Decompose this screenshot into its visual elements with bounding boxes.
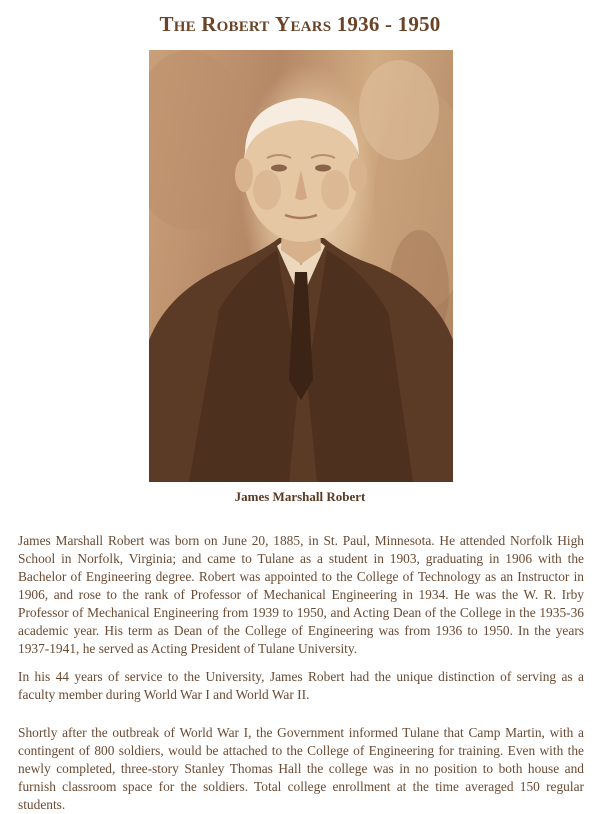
paragraph-biography: James Marshall Robert was born on June 20, 1885, in St. Paul, Minnesota. He attended Norfolk High School in Norfolk, Virginia; and came to Tulane as a student in 1903, graduating in 1906 with the Bachelor of Engineering degree. Robert was appointed to the College of Technology as an Instructor in 1906, and rose to the rank of Professor of Mechanical Engineering in 1934. He was the W. R. Irby Professor of Mechanical Engineering from 1939 to 1950, and Acting Dean of the College in the 1935-36 academic year. His term as Dean of the College of Engineering was from 1936 to 1950. In the years 1937-1941, he served as Acting President of Tulane University. [18,533,584,656]
page-title [0,12,600,37]
portrait-painting [149,50,453,482]
title-word-robert: Robert [201,12,270,36]
paragraph-world-war-one: Shortly after the outbreak of World War I, the Government informed Tulane that Camp Martin, with a contingent of 800 soldiers, would be attached to the College of Engineering for training. Even with the newly completed, three-story Stanley Thomas Hall the college was in no position to both house and furnish classroom space for the soldiers. Total college enrollment at the time averaged 150 regular students. [18,725,584,812]
paragraph-service: In his 44 years of service to the University, James Robert had the unique distinction of serving as a faculty member during World War I and World War II. [18,669,584,702]
title-word-the: The [159,12,196,36]
portrait-caption: James Marshall Robert [234,489,366,504]
title-word-years: Years [275,12,332,36]
title-year-range: 1936 - 1950 [336,12,441,36]
portrait-image [149,50,453,482]
